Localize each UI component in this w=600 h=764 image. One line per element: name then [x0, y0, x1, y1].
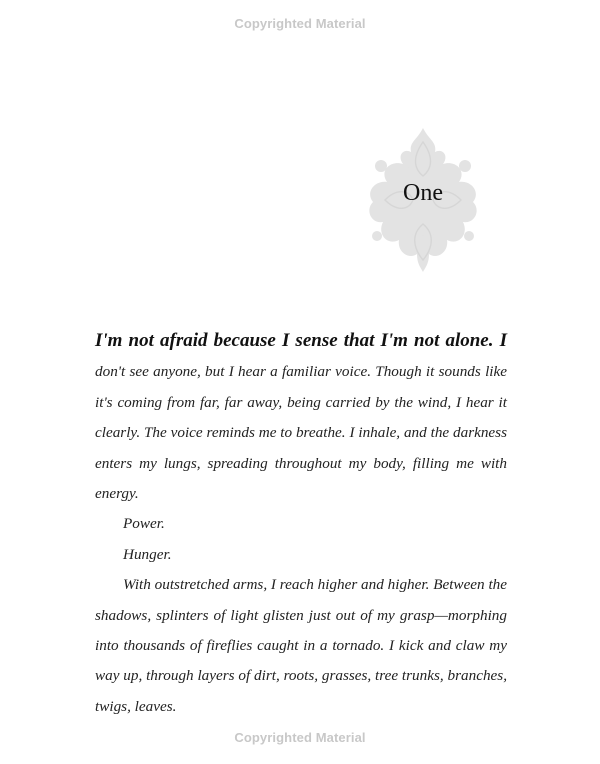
paragraph-reach: With outstretched arms, I reach higher and higher. Between the shadows, splinters of light glisten just out of my grasp—morphing into thousands of fireflies caught in a tornado. I kick and claw my way up, through layers of dirt, roots, grasses, tree trunks, branches, twigs, leaves.: [95, 576, 507, 715]
paragraph-opening: [95, 326, 507, 509]
paragraph-power: Power.: [123, 515, 165, 533]
copyright-watermark-bottom: Copyrighted Material: [234, 730, 366, 745]
chapter-body: [95, 326, 507, 722]
opening-text: don't see anyone, but I hear a familiar voice. Though it sounds like it's coming from far, far away, being carried by the wind, I hear it clearly. The voice reminds me to breathe. I inhale, and the darkness enters my lungs, spreading throughout my body, filling me with energy.: [95, 363, 507, 503]
paragraph-hunger: Hunger.: [123, 545, 172, 563]
opening-lead-in: I'm not afraid because I sense that I'm not alone. I: [95, 330, 507, 351]
chapter-title: One: [403, 180, 443, 206]
copyright-watermark-top: Copyrighted Material: [234, 16, 366, 31]
